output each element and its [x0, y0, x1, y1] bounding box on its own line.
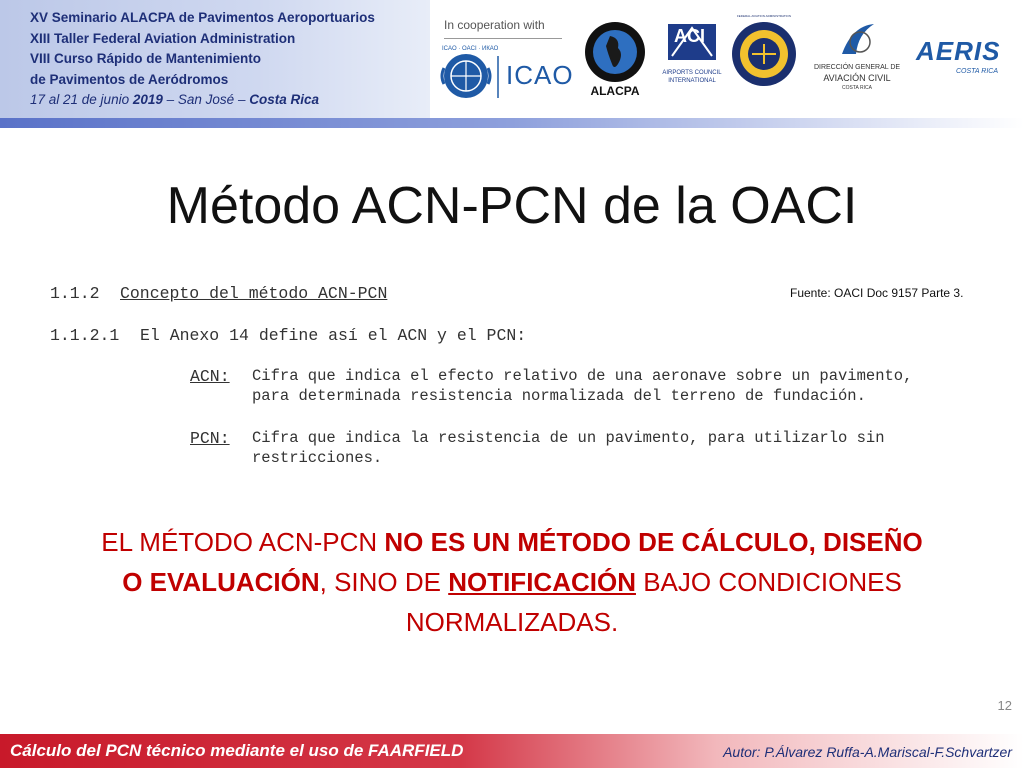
faa-text: FEDERAL AVIATION ADMINISTRATION	[736, 14, 792, 18]
icao-logo	[436, 46, 574, 106]
header-rule	[0, 118, 1024, 128]
cooperation-underline	[444, 38, 562, 39]
seminar-header	[30, 8, 375, 111]
footer-authors: Autor: P.Álvarez Ruffa-A.Mariscal-F.Schvartzer	[723, 744, 1012, 760]
page-title: Método ACN-PCN de la OACI	[166, 177, 858, 235]
footer-course-title: Cálculo del PCN técnico mediante el uso de FAARFIELD	[10, 741, 464, 760]
aci-text: ACI	[674, 26, 705, 46]
header-line-4: de Pavimentos de Aeródromos	[30, 71, 229, 87]
alacpa-text: ALACPA	[590, 84, 640, 98]
source-note: Fuente: OACI Doc 9157 Parte 3.	[790, 286, 964, 300]
dates-prefix: 17 al 21 de junio	[30, 92, 133, 107]
faa-logo	[730, 14, 798, 88]
aeris-subtext: COSTA RICA	[956, 68, 999, 75]
dgac-line-1: DIRECCIÓN GENERAL DE	[813, 64, 901, 71]
dates-country: Costa Rica	[249, 92, 319, 107]
alacpa-logo	[582, 20, 648, 98]
dgac-line-2: AVIACIÓN CIVIL	[823, 73, 891, 83]
pcn-definition-line-1: Cifra que indica la resistencia de un pavimento, para utilizarlo sin	[252, 429, 885, 447]
aeris-logo	[916, 36, 1006, 80]
aeris-text: AERIS	[916, 36, 1001, 66]
header-line-3: VIII Curso Rápido de Mantenimiento	[30, 51, 262, 66]
statement-underlined: NOTIFICACIÓN	[448, 567, 636, 597]
aci-logo	[664, 20, 720, 92]
statement-part-3: BAJO CONDICIONES NORMALIZADAS.	[405, 567, 902, 637]
acn-label: ACN:	[190, 367, 230, 386]
pcn-definition-line-2: restricciones.	[252, 449, 383, 467]
dgac-line-3: COSTA RICA	[842, 85, 872, 91]
section-title: Concepto del método ACN-PCN	[120, 284, 388, 303]
aci-subtext-2: INTERNATIONAL	[668, 78, 716, 84]
pcn-label: PCN:	[190, 429, 230, 448]
header-line-1: XV Seminario ALACPA de Pavimentos Aeroportuarios	[30, 10, 375, 25]
paragraph-number: 1.1.2.1	[50, 326, 120, 345]
section-number: 1.1.2	[50, 284, 100, 303]
header-dates	[30, 90, 375, 111]
acn-definition-line-2: para determinada resistencia normalizada del terreno de fundación.	[252, 387, 866, 405]
key-statement	[100, 522, 924, 642]
page-number: 12	[997, 698, 1012, 713]
icao-text: ICAO	[506, 60, 574, 90]
statement-bold: NO ES UN MÉTODO DE CÁLCULO, DISEÑO O EVALUACIÓN	[122, 527, 923, 597]
alacpa-globe-icon	[582, 20, 648, 86]
dgac-swoosh-icon	[812, 20, 902, 60]
dates-year: 2019	[132, 92, 163, 107]
dgac-logo	[812, 20, 902, 96]
faa-seal-icon	[730, 20, 798, 88]
dates-mid: – San José –	[162, 92, 250, 107]
statement-part-2: , SINO DE	[319, 567, 449, 597]
cooperation-label: In cooperation with	[444, 18, 545, 32]
aci-subtext-1: AIRPORTS COUNCIL	[662, 70, 722, 76]
statement-part-1: EL MÉTODO ACN-PCN	[101, 527, 385, 557]
paragraph-text: El Anexo 14 define así el ACN y el PCN:	[140, 326, 527, 345]
footer-band	[0, 734, 1024, 768]
acn-definition-line-1: Cifra que indica el efecto relativo de una aeronave sobre un pavimento,	[252, 367, 913, 385]
icao-subtext: ICAO · OACI · ИКАО	[442, 46, 499, 52]
header-line-2: XIII Taller Federal Aviation Administration	[30, 30, 296, 46]
